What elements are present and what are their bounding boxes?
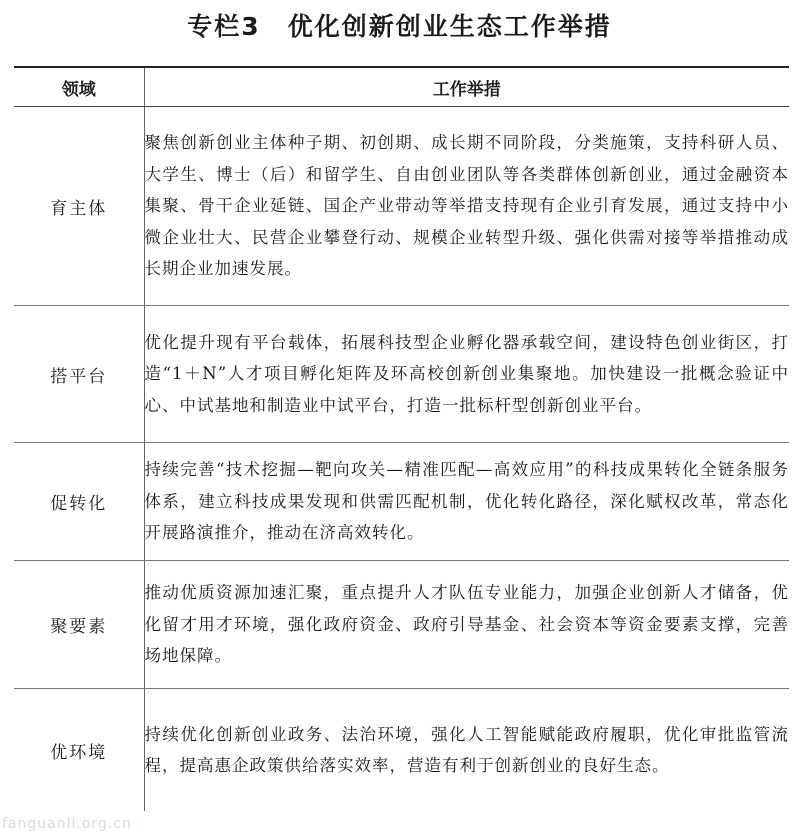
table-row [14, 443, 789, 561]
row-area-label: 聚要素 [14, 561, 144, 689]
page-title: 专栏3 优化创新创业生态工作举措 [187, 12, 612, 41]
row-measure-text: 推动优质资源加速汇聚，重点提升人才队伍专业能力，加强企业创新人才储备，优化留才用才环境，强化政府资金、政府引导基金、社会资本等资金要素支撑，完善场地保障。 [144, 561, 789, 689]
table-header-row [14, 67, 789, 107]
row-measure-text: 持续优化创新创业政务、法治环境，强化人工智能赋能政府履职，优化审批监管流程，提高惠企政策供给落实效率，营造有利于创新创业的良好生态。 [144, 724, 789, 775]
row-area-label: 促转化 [14, 443, 144, 561]
measures-table [14, 66, 789, 811]
watermark: fanguanli.org.cn [2, 816, 132, 832]
table-row [14, 107, 789, 306]
header-measure: 工作举措 [144, 67, 789, 107]
table-row [14, 306, 789, 443]
table-row [14, 561, 789, 689]
row-measure-text: 聚焦创新创业主体种子期、初创期、成长期不同阶段，分类施策，支持科研人员、大学生、博士（后）和留学生、自由创业团队等各类群体创新创业，通过金融资本集聚、骨干企业延链、国企产业带动等举措支持现有企业引育发展，通过支持中小微企业壮大、民营企业攀登行动、规模企业转型升级、强化供需对接等举措推动成长期企业加速发展。 [144, 107, 789, 306]
header-area: 领域 [14, 67, 144, 107]
row-area-label: 搭平台 [14, 306, 144, 443]
row-measure-text: 持续完善“技术挖掘—靶向攻关—精准匹配—高效应用”的科技成果转化全链条服务体系，建立科技成果发现和供需匹配机制，优化转化路径，深化赋权改革，常态化开展路演推介，推动在济高效转化。 [144, 443, 789, 561]
table-row [14, 689, 789, 812]
row-area-label: 优环境 [14, 689, 144, 812]
row-measure-text: 优化提升现有平台载体，拓展科技型企业孵化器承载空间，建设特色创业街区，打造“1＋N”人才项目孵化矩阵及环高校创新创业集聚地。加快建设一批概念验证中心、中试基地和制造业中试平台，打造一批标杆型创新创业平台。 [144, 306, 789, 443]
row-area-label: 育主体 [14, 107, 144, 306]
